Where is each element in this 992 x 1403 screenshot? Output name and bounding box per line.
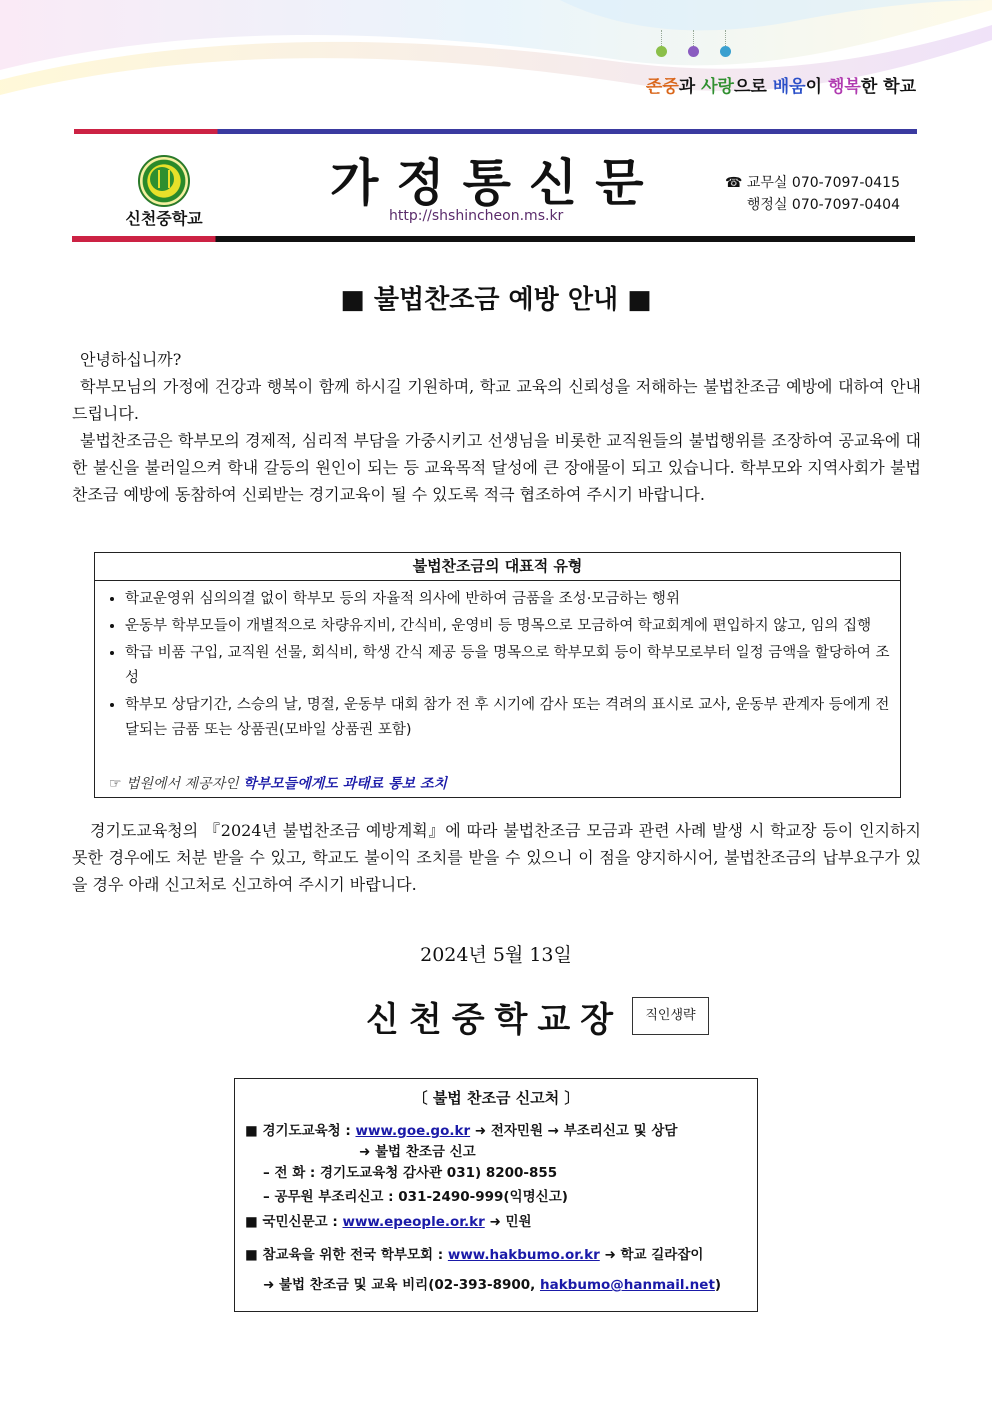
report-epeople-path: ➜ 민원 <box>484 1214 532 1230</box>
goe-link[interactable]: www.goe.go.kr <box>355 1123 471 1139</box>
hakbumo-email-link[interactable]: hakbumo@hanmail.net <box>539 1277 715 1293</box>
motto-segment: 한 학교 <box>860 77 916 97</box>
types-list <box>95 587 900 743</box>
principal-signature: 신천중학교장 <box>366 1000 624 1040</box>
paragraph-closing: 경기도교육청의 『2024년 불법찬조금 예방계획』에 따라 불법찬조금 모금과 관련 사례 발생 시 학교장 등이 인지하지 못한 경우에도 처분 받을 수 있고, 학교도 불이익 조치를 받을 수 있으니 이 점을 양지하시어, 불법찬조금의 납부요구가 있을 경우 아래 신고처로 신고하여 주시기 바랍니다. <box>72 821 921 894</box>
penalty-note-emphasis: 학부모들에게도 과태료 통보 조치 <box>243 776 448 792</box>
motto-segment: 과 <box>678 77 702 97</box>
report-hakbumo-path: ➜ 학교 길라잡이 <box>599 1247 704 1263</box>
school-logo-emblem-icon <box>150 167 174 191</box>
penalty-note <box>109 773 447 793</box>
report-hakbumo-label: ■ 참교육을 위한 전국 학부모회 : <box>245 1247 448 1263</box>
motto-segment: 으로 <box>733 77 773 97</box>
school-motto <box>646 72 916 97</box>
header-swoosh-decoration <box>0 0 992 130</box>
report-hakbumo-line <box>245 1243 703 1263</box>
motto-segment: 행복 <box>827 77 861 97</box>
contact-teachers-office: ☎ 교무실 070-7097-0415 <box>725 175 900 191</box>
penalty-note-prefix: ☞ 법원에서 제공자인 <box>109 776 244 792</box>
paragraph-explanation: 불법찬조금은 학부모의 경제적, 심리적 부담을 가중시키고 선생님을 비롯한 교직원들의 불법행위를 조장하여 공교육에 대한 불신을 불러일으켜 학내 갈등의 원인이 되는 등 교육목적 달성에 큰 장애물이 되고 있습니다. 학부모와 지역사회가 불법찬조금 예방에 동참하여 신뢰받는 경기교육이 될 수 있도록 적극 협조하여 주시기 바랍니다. <box>72 431 921 504</box>
document-date: 2024년 5월 13일 <box>420 944 572 966</box>
list-item: • 운동부 학부모들이 개별적으로 차량유지비, 간식비, 운영비 등 명목으로 모금하여 학교회계에 편입하지 않고, 임의 집행 <box>125 614 900 639</box>
list-item: • 학교운영위 심의의결 없이 학부모 등의 자율적 의사에 반하여 금품을 조성·모금하는 행위 <box>125 587 900 612</box>
report-box <box>234 1078 758 1312</box>
epeople-link[interactable]: www.epeople.or.kr <box>342 1214 485 1230</box>
report-hakbumo-suffix: ) <box>714 1277 722 1293</box>
report-epeople-line <box>245 1210 532 1230</box>
greeting: 안녕하십니까? <box>80 350 182 369</box>
report-goe-path-2: ➜ 불법 찬조금 신고 <box>359 1144 476 1160</box>
contact-admin-office: 행정실 070-7097-0404 <box>746 197 900 213</box>
motto-segment: 이 <box>805 77 828 97</box>
purple-dot-icon <box>688 46 699 57</box>
blue-dot-icon <box>720 46 731 57</box>
report-phone-anonymous: – 공무원 부조리신고 : 031-2490-999(익명신고) <box>263 1189 568 1205</box>
report-goe-path: ➜ 전자민원 → 부조리신고 및 상담 <box>470 1123 678 1139</box>
seal-omitted-box: 직인생략 <box>632 997 709 1035</box>
hakbumo-link[interactable]: www.hakbumo.or.kr <box>447 1247 600 1263</box>
school-name: 신천중학교 <box>125 209 203 228</box>
header-bottom-bar <box>72 236 915 242</box>
types-box <box>94 552 901 798</box>
body-text-closing <box>72 817 921 898</box>
header-top-bar <box>74 129 917 134</box>
report-phone-audit: – 전 화 : 경기도교육청 감사관 031) 8200-855 <box>263 1165 558 1181</box>
motto-segment: 배움 <box>772 77 806 97</box>
motto-segment: 사랑 <box>701 77 734 97</box>
body-text <box>72 346 921 508</box>
paragraph-intro: 학부모님의 가정에 건강과 행복이 함께 하시길 기원하며, 학교 교육의 신뢰성을 저해하는 불법찬조금 예방에 대하여 안내드립니다. <box>72 377 921 423</box>
list-item: • 학급 비품 구입, 교직원 선물, 회식비, 학생 간식 제공 등을 명목으로 학부모회 등이 학부모로부터 일정 금액을 할당하여 조성 <box>125 641 900 691</box>
report-epeople-label: ■ 국민신문고 : <box>245 1214 343 1230</box>
report-goe-line <box>245 1119 677 1139</box>
motto-segment: 존중 <box>645 77 679 97</box>
document-title: ■ 불법찬조금 예방 안내 ■ <box>340 285 652 315</box>
report-goe-label: ■ 경기도교육청 : <box>245 1123 356 1139</box>
school-url-link[interactable]: http://shshincheon.ms.kr <box>389 208 564 224</box>
types-box-heading: 불법찬조금의 대표적 유형 <box>95 553 900 581</box>
report-hakbumo-prefix: ➜ 불법 찬조금 및 교육 비리(02-393-8900, <box>263 1277 540 1293</box>
list-item: • 학부모 상담기간, 스승의 날, 명절, 운동부 대회 참가 전 후 시기에 감사 또는 격려의 표시로 교사, 운동부 관계자 등에게 전달되는 금품 또는 상품권(모바일 상품권 포함) <box>125 693 900 743</box>
newsletter-title: 가정통신문 <box>330 154 662 212</box>
green-dot-icon <box>656 46 667 57</box>
report-box-heading: 〔 불법 찬조금 신고처 〕 <box>412 1089 580 1107</box>
report-hakbumo-line-2 <box>263 1273 721 1293</box>
